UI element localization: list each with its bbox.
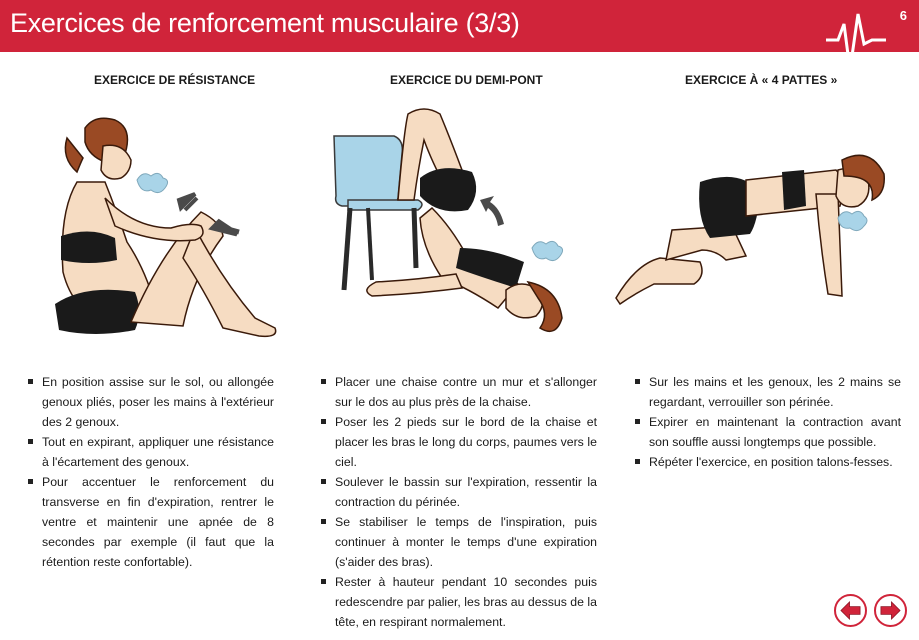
list-item: Répéter l'exercice, en position talons-fesses. (635, 452, 901, 472)
list-item: Placer une chaise contre un mur et s'allonger sur le dos au plus près de la chaise. (321, 372, 597, 412)
list-item: Sur les mains et les genoux, les 2 mains se regardant, verrouiller son périnée. (635, 372, 901, 412)
header-bar (0, 0, 919, 52)
list-item: Tout en expirant, appliquer une résistance à l'écartement des genoux. (28, 432, 274, 472)
list-item: Se stabiliser le temps de l'inspiration, puis continuer à monter le temps d'une expiration (s'aider des bras). (321, 512, 597, 572)
column-title-resistance: EXERCICE DE RÉSISTANCE (94, 73, 256, 87)
list-item: Soulever le bassin sur l'expiration, ressentir la contraction du périnée. (321, 472, 597, 512)
resistance-exercise-illustration (45, 108, 285, 348)
arrow-right-icon (879, 599, 902, 622)
list-item: En position assise sur le sol, ou allongée genoux pliés, poser les mains à l'extérieur des 2 genoux. (28, 372, 274, 432)
column-title-4-pattes: EXERCICE À « 4 PATTES » (685, 73, 838, 87)
demi-pont-exercise-illustration (328, 104, 588, 354)
four-legged-instructions-list (635, 372, 901, 472)
list-item: Poser les 2 pieds sur le bord de la chaise et placer les bras le long du corps, paumes vers le ciel. (321, 412, 597, 472)
four-legged-exercise-illustration (606, 148, 896, 318)
page-number: 6 (899, 8, 907, 23)
list-item: Rester à hauteur pendant 10 secondes puis redescendre par palier, les bras au dessus de la tête, en respirant normalement. (321, 572, 597, 632)
previous-page-button[interactable] (834, 594, 867, 627)
list-item: Pour accentuer le renforcement du transverse en fin d'expiration, rentrer le ventre et maintenir une apnée de 8 secondes par exemple (il faut que la rétention reste confortable). (28, 472, 274, 572)
arrow-left-icon (839, 599, 862, 622)
resistance-instructions-list (28, 372, 274, 572)
column-title-demi-pont: EXERCICE DU DEMI-PONT (390, 73, 543, 87)
heartbeat-icon (826, 0, 886, 80)
demi-pont-instructions-list (321, 372, 597, 632)
next-page-button[interactable] (874, 594, 907, 627)
list-item: Expirer en maintenant la contraction avant son souffle aussi longtemps que possible. (635, 412, 901, 452)
page-title: Exercices de renforcement musculaire (3/3) (10, 8, 520, 38)
